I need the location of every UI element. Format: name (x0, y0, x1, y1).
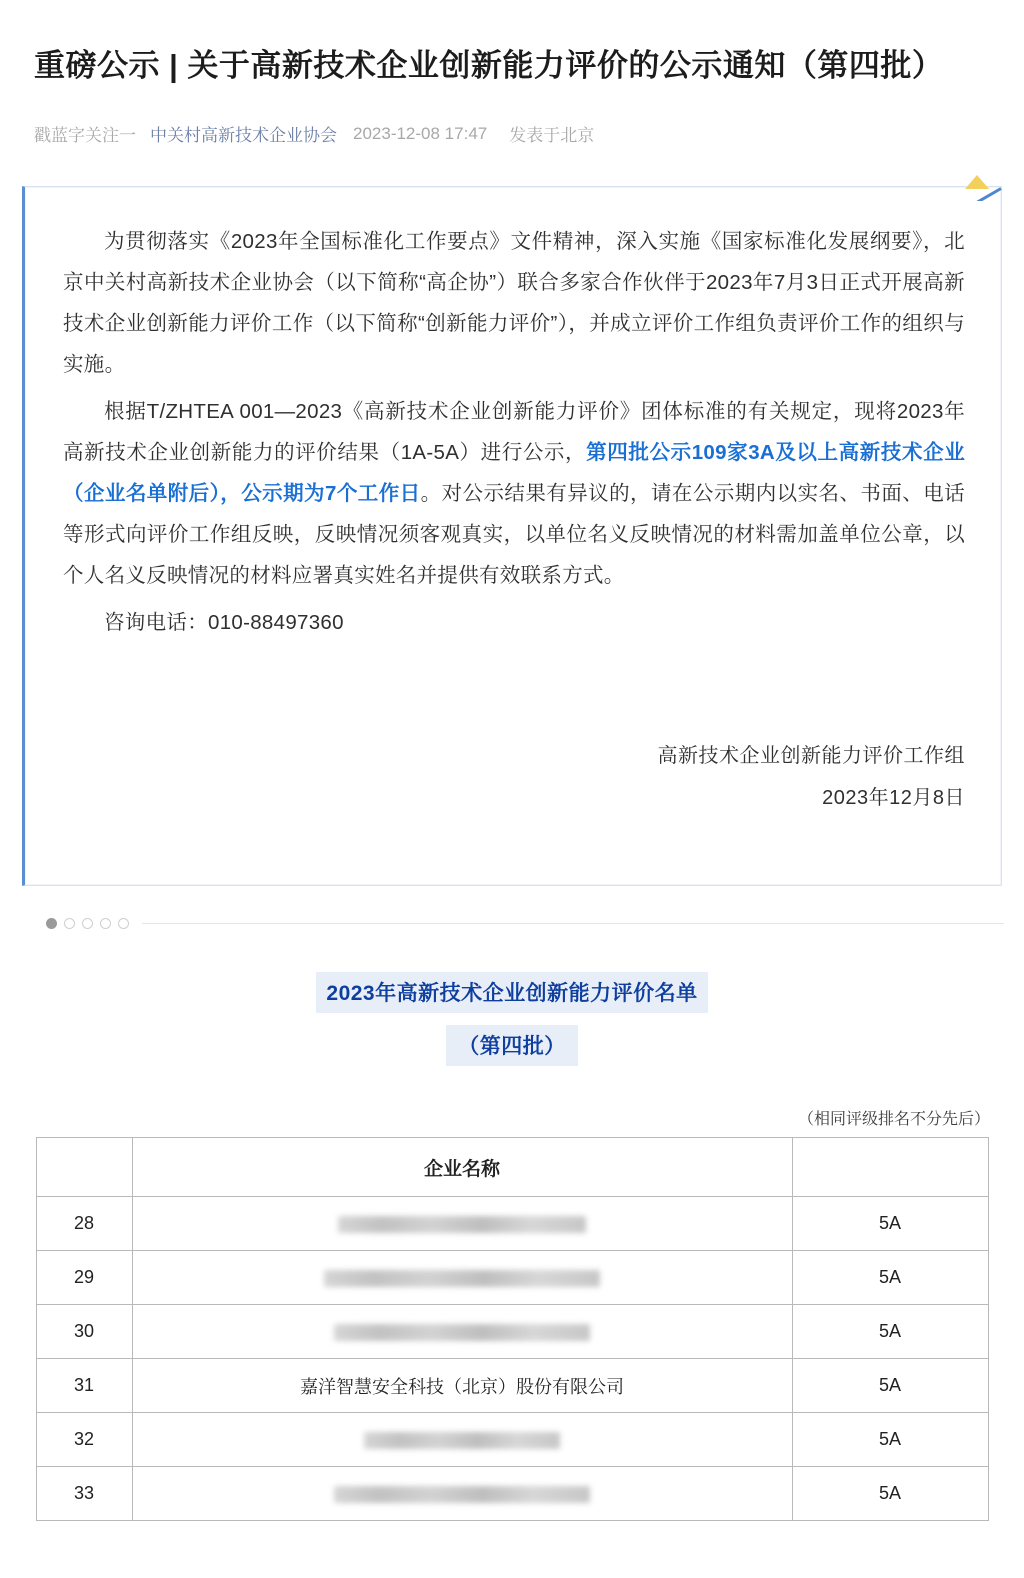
notice-p2-part-b: 。对公示结果有异议的，请在公示期内以实名、书面、电话等形式向评价工作组反映，反映情况须客观真实，以单位名义反映情况的材料需加盖单位公章，以个人名义反映情况的材料应署真实姓名并提供有效联系方式。 (63, 482, 965, 588)
table-row (36, 1359, 988, 1413)
carousel-dot-5[interactable] (118, 918, 129, 929)
list-title-line-2: （第四批） (446, 1025, 578, 1066)
column-header-grade (792, 1138, 988, 1197)
publish-location: 发表于北京 (509, 126, 595, 146)
company-name-cell (132, 1305, 792, 1359)
grade-badge: 5A (792, 1413, 988, 1467)
column-header-index (36, 1138, 132, 1197)
table-row (36, 1413, 988, 1467)
grade-badge: 5A (792, 1467, 988, 1521)
notice-paragraph-1: 为贯彻落实《2023年全国标准化工作要点》文件精神，深入实施《国家标准化发展纲要》，北京中关村高新技术企业协会（以下简称“高企协”）联合多家合作伙伴于2023年7月3日正式开展高新技术企业创新能力评价工作（以下简称“创新能力评价”），并成立评价工作组负责评价工作的组织与实施。 (63, 230, 965, 377)
row-index: 32 (36, 1413, 132, 1467)
table-row (36, 1251, 988, 1305)
company-name-cell (132, 1467, 792, 1521)
contact-phone: 咨询电话：010-88497360 (104, 611, 344, 635)
row-index: 29 (36, 1251, 132, 1305)
row-index: 31 (36, 1359, 132, 1413)
redacted-company-name (324, 1270, 600, 1287)
table-row (36, 1467, 988, 1521)
carousel-indicator[interactable] (0, 912, 1024, 934)
redacted-company-name (338, 1216, 586, 1233)
row-index: 33 (36, 1467, 132, 1521)
notice-paragraph-2 (63, 391, 965, 596)
page-title: 重磅公示 | 关于高新技术企业创新能力评价的公示通知（第四批） (34, 47, 944, 83)
follow-hint: 戳蓝字关注一 (34, 126, 136, 146)
company-name-cell (132, 1251, 792, 1305)
carousel-dot-1[interactable] (46, 918, 57, 929)
list-title-block (0, 972, 1024, 1066)
notice-card (22, 186, 1002, 886)
publish-time: 2023-12-08 17:47 (353, 123, 488, 143)
account-name-link[interactable]: 中关村高新技术企业协会 (150, 126, 337, 146)
notice-card-wrap (22, 186, 1002, 886)
company-list-table (36, 1137, 989, 1521)
row-index: 30 (36, 1305, 132, 1359)
carousel-dot-3[interactable] (82, 918, 93, 929)
ranking-note: （相同评级排名不分先后） (797, 1111, 990, 1129)
company-name-cell (132, 1413, 792, 1467)
article-meta (0, 107, 1024, 146)
redacted-company-name (334, 1486, 590, 1503)
grade-badge: 5A (792, 1197, 988, 1251)
table-row (36, 1305, 988, 1359)
grade-badge: 5A (792, 1305, 988, 1359)
table-row (36, 1197, 988, 1251)
carousel-track (142, 923, 1004, 924)
column-header-name: 企业名称 (132, 1138, 792, 1197)
redacted-company-name (364, 1432, 560, 1449)
grade-badge: 5A (792, 1359, 988, 1413)
notice-highlight: 第四批公示109家3A及以上高新技术企业（企业名单附后），公示期为7个工作日 (63, 441, 965, 506)
company-name-cell (132, 1197, 792, 1251)
decorative-corner-icon (961, 175, 1007, 201)
row-index: 28 (36, 1197, 132, 1251)
company-name-cell: 嘉洋智慧安全科技（北京）股份有限公司 (132, 1359, 792, 1413)
grade-badge: 5A (792, 1251, 988, 1305)
signature-date: 2023年12月8日 (822, 787, 965, 810)
carousel-dot-2[interactable] (64, 918, 75, 929)
notice-p2-part-a: 根据T/ZHTEA 001—2023《高新技术企业创新能力评价》团体标准的有关规定，现将2023年高新技术企业创新能力的评价结果（1A-5A）进行公示， (63, 400, 965, 465)
list-title-line-1: 2023年高新技术企业创新能力评价名单 (316, 972, 707, 1013)
carousel-dot-4[interactable] (100, 918, 111, 929)
signature-block (63, 735, 965, 819)
redacted-company-name (334, 1324, 590, 1341)
signature-org: 高新技术企业创新能力评价工作组 (657, 745, 965, 768)
table-header-row (36, 1138, 988, 1197)
article-page (0, 21, 1024, 1546)
